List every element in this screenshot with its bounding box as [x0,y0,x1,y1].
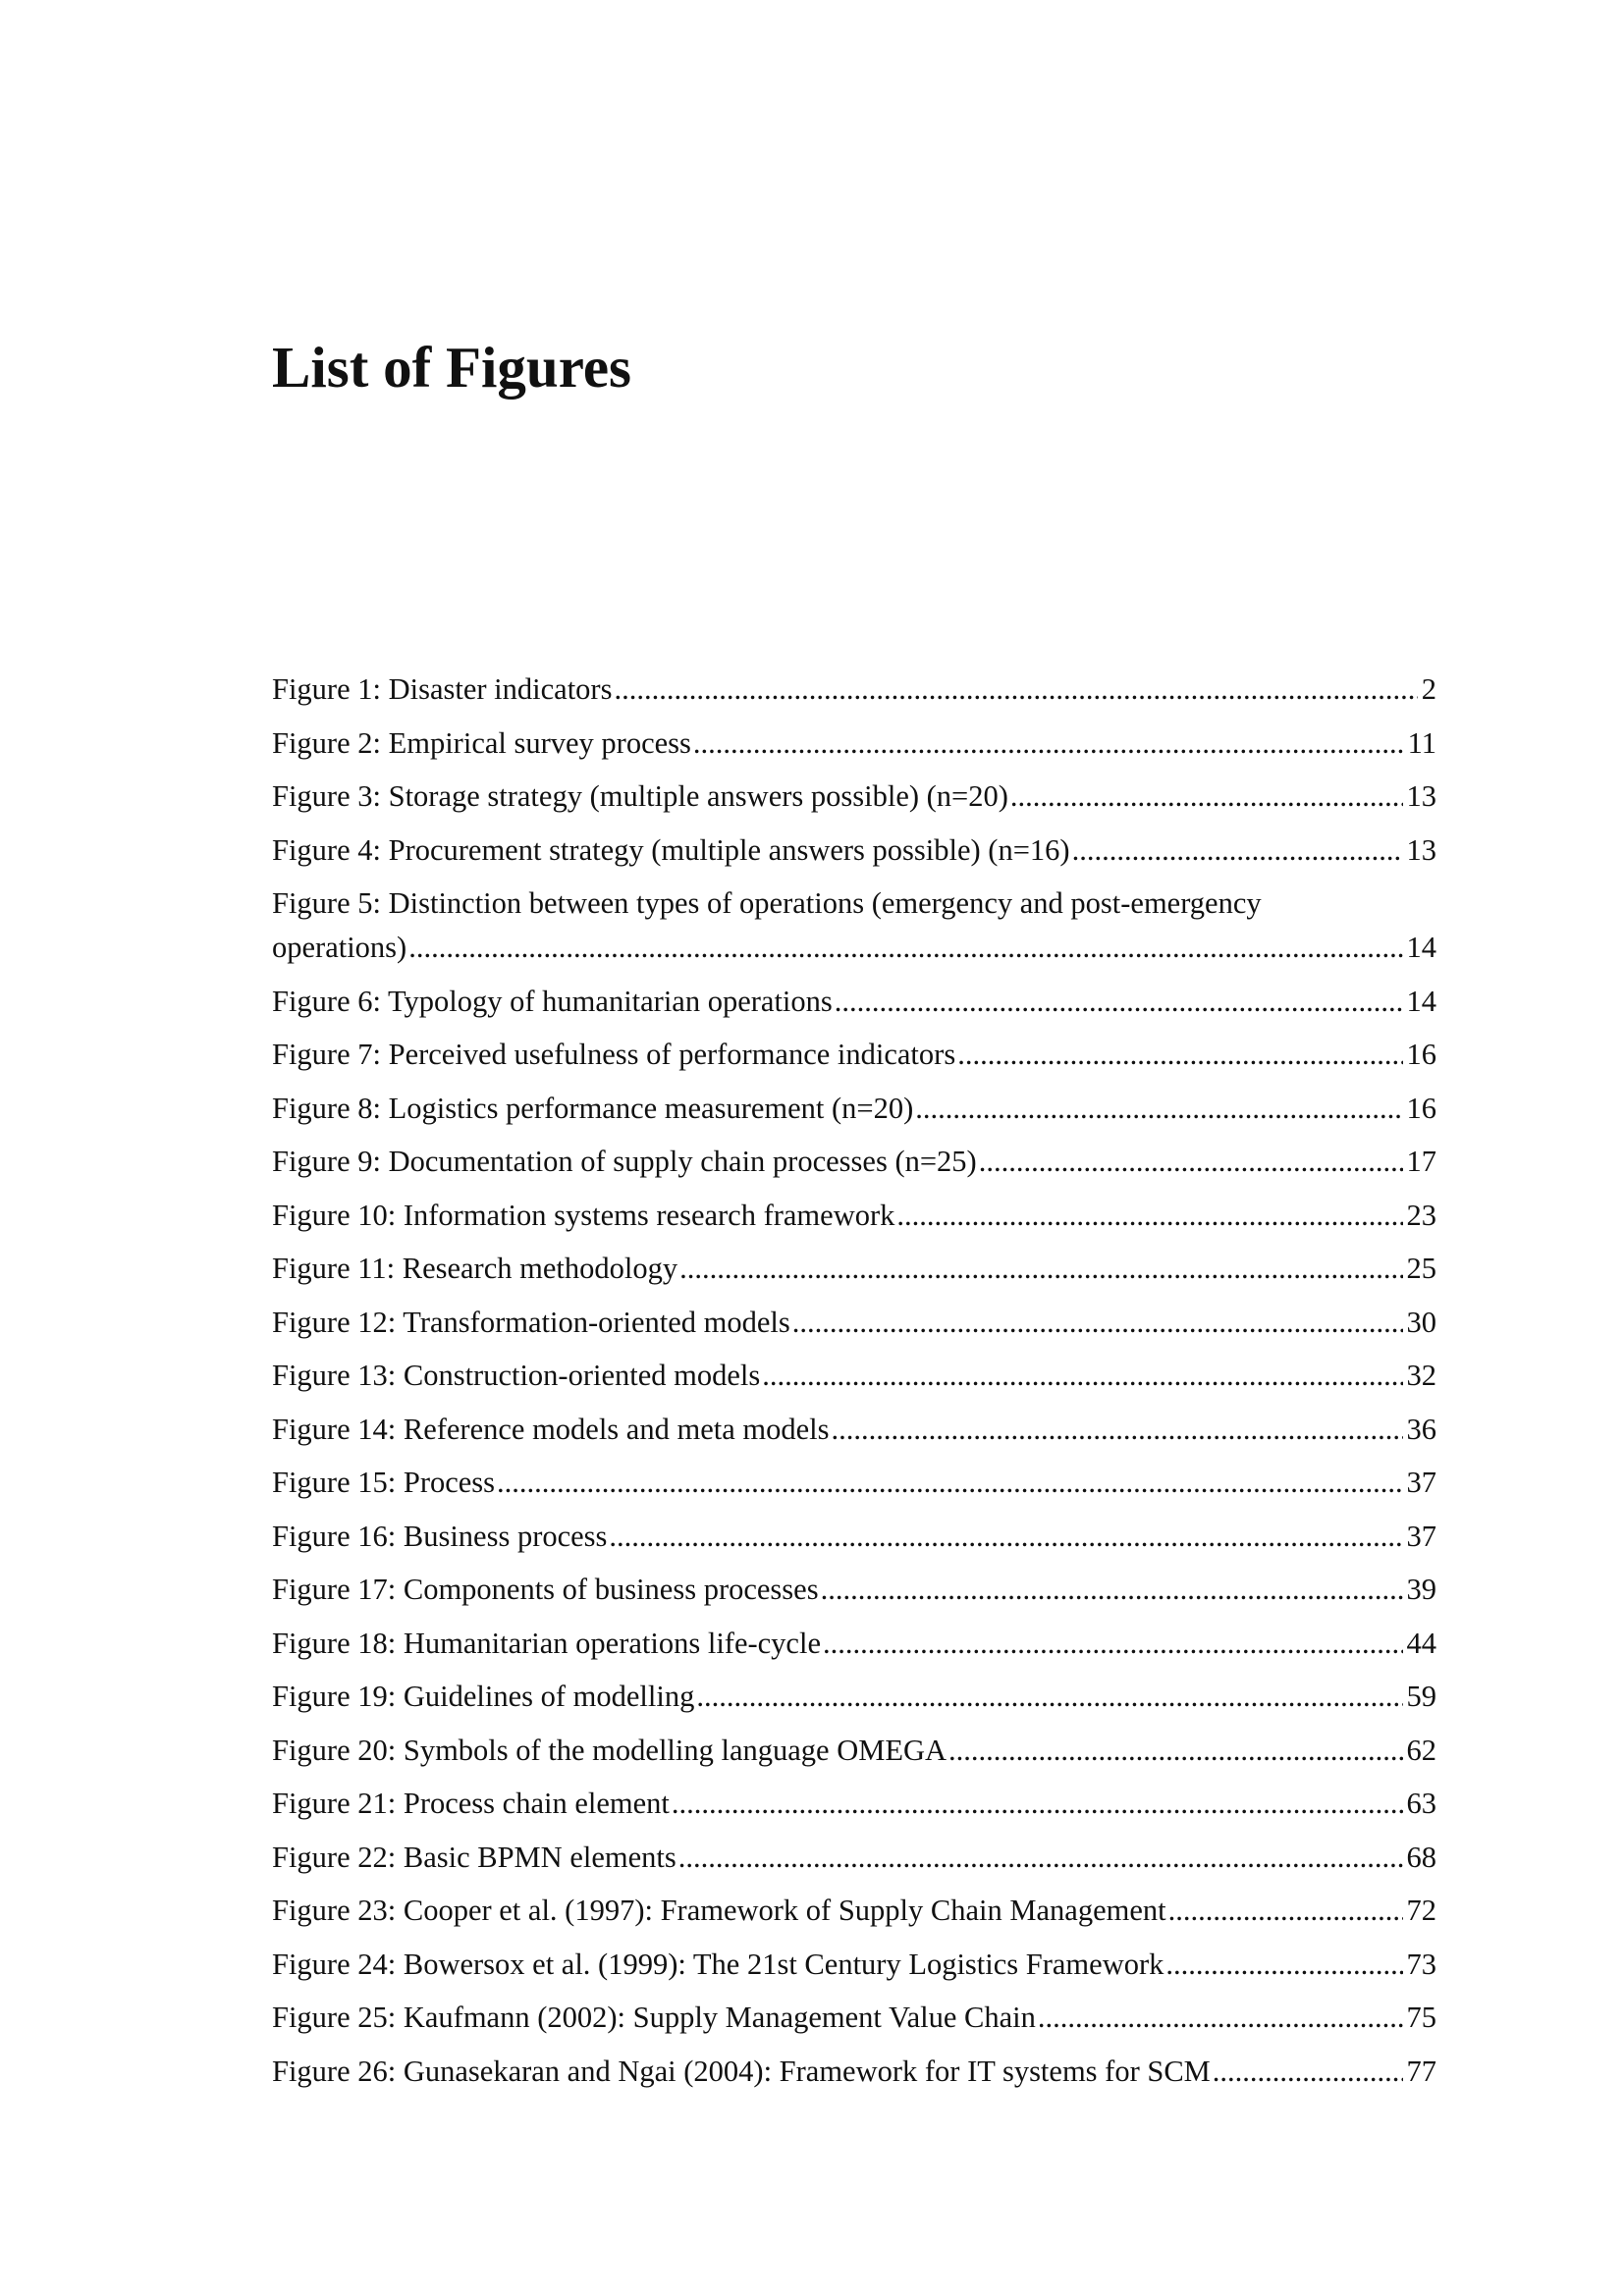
dot-leader [896,1194,1402,1238]
toc-entry-label: Figure 23: Cooper et al. (1997): Framework of Supply Chain Management [272,1894,1166,1927]
dot-leader [835,980,1403,1024]
toc-entry[interactable] [272,1782,1436,1826]
toc-entry-label: Figure 10: Information systems research framework [272,1198,895,1232]
toc-entry[interactable] [272,1996,1436,2040]
dot-leader [1010,774,1403,819]
toc-entry[interactable] [272,1354,1436,1398]
toc-entry-page: 14 [1406,984,1436,1018]
toc-entry-label: Figure 2: Empirical survey process [272,725,691,760]
toc-entry-label: Figure 15: Process [272,1466,496,1499]
dot-leader [1168,1889,1403,1933]
toc-entry-label: Figure 16: Business process [272,1519,608,1553]
list-of-figures [272,667,1436,2103]
toc-entry-page: 14 [1406,931,1436,964]
toc-entry-label: Figure 19: Guidelines of modelling [272,1680,695,1713]
toc-entry-page: 25 [1406,1252,1436,1285]
toc-entry[interactable] [272,1461,1436,1505]
toc-entry-page: 37 [1406,1466,1436,1499]
dot-leader [696,1675,1402,1719]
dot-leader [792,1301,1403,1345]
dot-leader [823,1622,1403,1666]
toc-entry-label: Figure 26: Gunasekaran and Ngai (2004): Framework for IT systems for SCM [272,2054,1211,2088]
dot-leader [1038,1996,1403,2040]
toc-entry-label: Figure 20: Symbols of the modelling language OMEGA [272,1733,947,1767]
toc-entry-page: 77 [1406,2054,1436,2088]
toc-entry[interactable] [272,980,1436,1024]
toc-entry-label: Figure 6: Typology of humanitarian operations [272,984,833,1018]
dot-leader [614,667,1417,712]
toc-entry[interactable] [272,1408,1436,1452]
toc-entry-page: 59 [1406,1680,1436,1713]
toc-entry-label: Figure 7: Perceived usefulness of performance indicators [272,1038,956,1071]
toc-entry[interactable] [272,1087,1436,1131]
dot-leader [915,1087,1402,1131]
toc-entry-page: 37 [1406,1519,1436,1553]
dot-leader [831,1408,1402,1452]
toc-entry-page: 16 [1406,1038,1436,1071]
dot-leader [679,1247,1402,1291]
toc-entry-label-line1: Figure 5: Distinction between types of operations (emergency and post-emergency [272,886,1262,920]
toc-entry[interactable] [272,1675,1436,1719]
toc-entry-page: 39 [1406,1573,1436,1606]
dot-leader [948,1729,1402,1773]
toc-entry-page: 68 [1406,1840,1436,1874]
toc-entry[interactable] [272,1943,1436,1987]
toc-entry-page: 13 [1406,779,1436,813]
toc-entry-label: Figure 9: Documentation of supply chain processes (n=25) [272,1145,977,1178]
toc-entry-page: 13 [1406,832,1436,867]
toc-entry-page: 62 [1406,1733,1436,1767]
toc-entry[interactable] [272,1301,1436,1345]
toc-entry-label: Figure 11: Research methodology [272,1252,678,1285]
toc-entry-label: Figure 8: Logistics performance measurement (n=20) [272,1091,914,1125]
toc-entry[interactable] [272,1836,1436,1880]
toc-entry-label: Figure 24: Bowersox et al. (1999): The 21st Century Logistics Framework [272,1947,1164,1981]
toc-entry[interactable] [272,1247,1436,1291]
toc-entry-label: Figure 12: Transformation-oriented models [272,1305,790,1339]
toc-entry[interactable] [272,774,1436,819]
dot-leader [979,1140,1403,1184]
toc-entry-page: 11 [1407,725,1436,760]
toc-entry[interactable] [272,2050,1436,2094]
page-title: List of Figures [272,335,632,400]
dot-leader [957,1033,1402,1077]
toc-entry-page: 63 [1406,1787,1436,1820]
dot-leader [408,926,1402,970]
toc-entry-label: Figure 14: Reference models and meta models [272,1412,830,1446]
toc-entry-page: 32 [1406,1359,1436,1392]
toc-entry-label: Figure 3: Storage strategy (multiple answers possible) (n=20) [272,779,1008,813]
toc-entry-page: 23 [1406,1198,1436,1232]
dot-leader [672,1782,1403,1826]
dot-leader [678,1836,1403,1880]
toc-entry-label: Figure 25: Kaufmann (2002): Supply Management Value Chain [272,2001,1036,2034]
toc-entry-label-line2: operations) [272,931,407,964]
toc-entry[interactable] [272,828,1436,873]
toc-entry-label: Figure 22: Basic BPMN elements [272,1840,677,1874]
dot-leader [609,1515,1402,1559]
toc-entry[interactable] [272,881,1436,970]
toc-entry[interactable] [272,667,1436,712]
toc-entry[interactable] [272,721,1436,766]
toc-entry[interactable] [272,1033,1436,1077]
toc-entry[interactable] [272,1194,1436,1238]
toc-entry[interactable] [272,1729,1436,1773]
toc-entry[interactable] [272,1889,1436,1933]
dot-leader [693,721,1404,766]
toc-entry[interactable] [272,1622,1436,1666]
toc-entry-label: Figure 17: Components of business processes [272,1573,819,1606]
toc-entry[interactable] [272,1515,1436,1559]
toc-entry-page: 75 [1406,2001,1436,2034]
dot-leader [1213,2050,1403,2094]
toc-entry-page: 2 [1421,672,1436,706]
toc-entry-page: 30 [1406,1305,1436,1339]
toc-entry[interactable] [272,1140,1436,1184]
dot-leader [1165,1943,1402,1987]
toc-entry-label: Figure 18: Humanitarian operations life-cycle [272,1626,821,1660]
dot-leader [821,1568,1403,1612]
dot-leader [762,1354,1402,1398]
toc-entry-page: 72 [1406,1894,1436,1927]
toc-entry-label: Figure 4: Procurement strategy (multiple answers possible) (n=16) [272,832,1070,867]
toc-entry-label: Figure 13: Construction-oriented models [272,1359,761,1392]
toc-entry-label: Figure 21: Process chain element [272,1787,670,1820]
toc-entry-page: 44 [1406,1626,1436,1660]
toc-entry-page: 17 [1406,1145,1436,1178]
toc-entry[interactable] [272,1568,1436,1612]
toc-entry-page: 16 [1406,1091,1436,1125]
dot-leader [497,1461,1402,1505]
toc-entry-page: 36 [1406,1412,1436,1446]
toc-entry-label: Figure 1: Disaster indicators [272,672,613,706]
toc-entry-page: 73 [1406,1947,1436,1981]
dot-leader [1072,828,1403,873]
